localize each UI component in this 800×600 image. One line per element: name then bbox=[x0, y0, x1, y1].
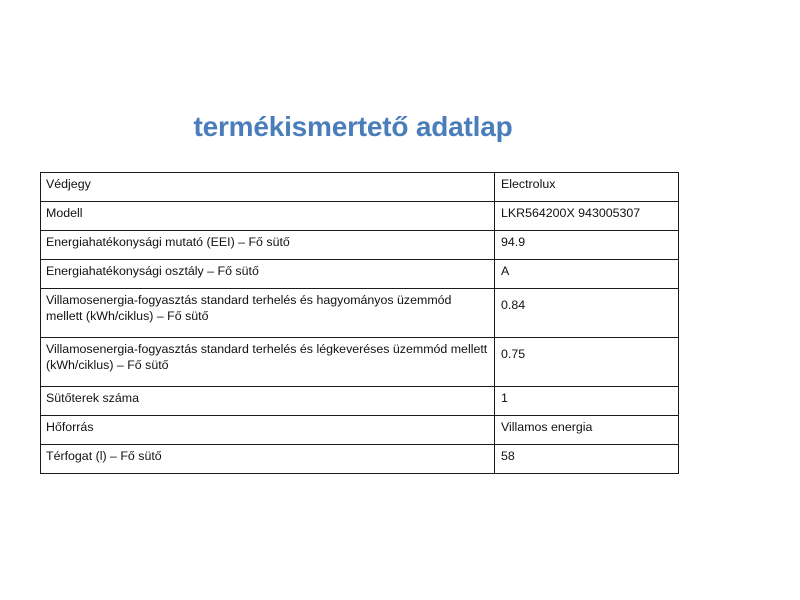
table-row bbox=[41, 338, 679, 387]
spec-label-cell: Modell bbox=[41, 202, 495, 231]
spec-label-cell: Villamosenergia-fogyasztás standard terhelés és légkeveréses üzemmód mellett (kWh/ciklus) – Fő sütő bbox=[41, 338, 495, 387]
spec-value-cell: Villamos energia bbox=[495, 416, 679, 445]
table-row bbox=[41, 260, 679, 289]
table-row bbox=[41, 387, 679, 416]
spec-value-cell: 0.84 bbox=[495, 289, 679, 338]
spec-label-cell: Energiahatékonysági mutató (EEI) – Fő sütő bbox=[41, 231, 495, 260]
spec-table-body bbox=[41, 173, 679, 474]
table-row bbox=[41, 445, 679, 474]
table-row bbox=[41, 231, 679, 260]
spec-label-cell: Térfogat (l) – Fő sütő bbox=[41, 445, 495, 474]
table-row bbox=[41, 416, 679, 445]
spec-value-cell: A bbox=[495, 260, 679, 289]
spec-value-cell: 1 bbox=[495, 387, 679, 416]
table-row bbox=[41, 289, 679, 338]
product-spec-table bbox=[40, 172, 679, 474]
spec-label-cell: Sütőterek száma bbox=[41, 387, 495, 416]
spec-label-cell: Villamosenergia-fogyasztás standard terhelés és hagyományos üzemmód mellett (kWh/ciklus) – Fő sütő bbox=[41, 289, 495, 338]
spec-value-cell: Electrolux bbox=[495, 173, 679, 202]
spec-value-cell: 58 bbox=[495, 445, 679, 474]
table-row bbox=[41, 173, 679, 202]
spec-label-cell: Hőforrás bbox=[41, 416, 495, 445]
page-title: termékismertető adatlap bbox=[193, 111, 513, 142]
spec-value-cell: LKR564200X 943005307 bbox=[495, 202, 679, 231]
spec-label-cell: Energiahatékonysági osztály – Fő sütő bbox=[41, 260, 495, 289]
table-row bbox=[41, 202, 679, 231]
spec-value-cell: 94.9 bbox=[495, 231, 679, 260]
spec-value-cell: 0.75 bbox=[495, 338, 679, 387]
spec-label-cell: Védjegy bbox=[41, 173, 495, 202]
